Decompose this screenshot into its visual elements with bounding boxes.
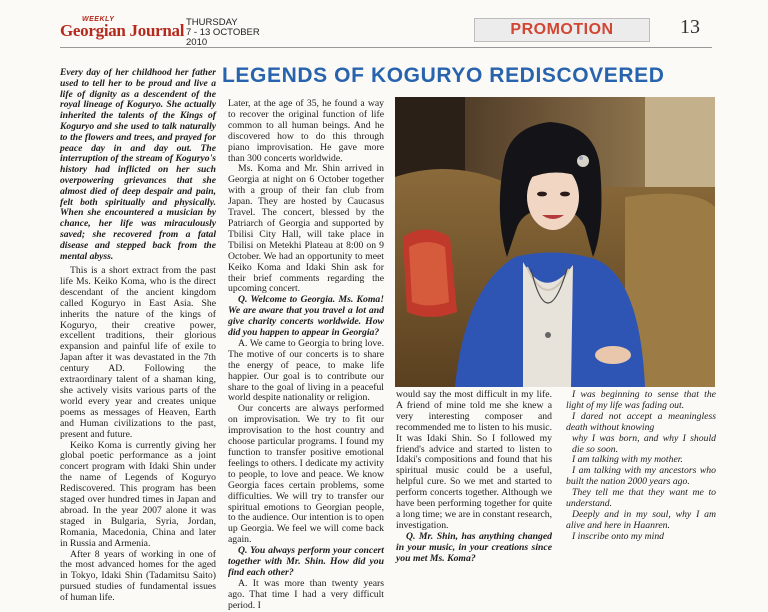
interview-answer: would say the most difficult in my life. A friend of mine told me she knew a very interesting composer and recommended me to listen to his music. It was Idaki Shin. So I followed my friend's advice and started to listen to Idaki's compositions and found that his spiritual music could be a useful, helpful cure. So we met and started to perform concerts together. Although we have been performing together for quite a long time; we are in constant research, investigation. xyxy=(396,389,553,531)
poem-line: I inscribe onto my mind xyxy=(572,530,665,542)
body-paragraph: Keiko Koma is currently giving her global poetic performance as a joint concert program with Idaki Shin under the name of Legends of Koguryo Rediscovered. This program has been staged over hundred times in Japan and abroad. In the year 2007 alone it was staged in Bulgaria, Syria, Jordan, Romania, Macedonia, China and later in Russia and Armenia. xyxy=(60,439,216,549)
article-photo xyxy=(395,97,715,387)
poem-line: I dared not accept a meaningless death without knowing xyxy=(566,410,716,433)
poem-line: I am talking with my ancestors who built the nation 2000 years ago. xyxy=(566,465,716,488)
interview-answer: A. We came to Georgia to bring love. The motive of our concerts is to share the energy of peace, to make life happier. Our goal is to contribute our share to the goal of living in a peaceful world despite nationality or religion. xyxy=(228,337,384,404)
page-number: 13 xyxy=(680,16,700,38)
issue-date xyxy=(186,18,260,48)
logo-name: Georgian Journal xyxy=(60,21,185,40)
text-column-3 xyxy=(396,390,552,565)
text-column-1 xyxy=(60,266,216,604)
poem-line: why I was born, and why I should die so soon. xyxy=(572,432,716,455)
section-banner xyxy=(474,18,650,42)
section-label: PROMOTION xyxy=(510,21,614,38)
poem-column xyxy=(566,390,716,543)
issue-day: THURSDAY xyxy=(186,17,238,28)
logo-weekly: WEEKLY xyxy=(82,16,115,23)
poem-line: Deeply and in my soul, why I am alive and here in Haanren. xyxy=(566,508,716,531)
interview-question: Q. You always perform your concert together with Mr. Shin. How did you find each other? xyxy=(228,545,384,578)
newspaper-logo xyxy=(60,16,185,50)
body-paragraph: This is a short extract from the past life Ms. Keiko Koma, who is the direct descendant of the ancient kingdom called Koguryo in East Asia. She inherits the nature of the kings of Koguryo, their creative power, excellent traditions, their glorious expansion and painful life of exile to Japan after it was devastated in the 7th century AD. Following the extraordinary talent of a shaman king, she actively visits various parts of the world every year and creates unique poems as messages of Heaven, Earth and Human civilizations to the past, present and future. xyxy=(60,265,216,440)
interview-answer: Our concerts are always performed on improvisation. We try to fit our improvisation to the host country and choose particular programs. I found my function to transfer positive emotional feelings to others. I dedicate my activity to people, to love and peace. We know Georgia faces certain problems, some difficulties. We will try to transfer our spiritual emotions to Georgian people, to the audience. Our intention is to open up Georgia. We feel we will come back again. xyxy=(228,403,384,546)
masthead-rule xyxy=(60,47,712,48)
text-column-2 xyxy=(228,99,384,612)
poem-line: I am talking with my mother. xyxy=(572,454,683,466)
article-intro xyxy=(60,68,216,262)
interview-answer: A. It was more than twenty years ago. That time I had a very difficult period. I xyxy=(228,577,384,611)
photo-illustration xyxy=(395,97,715,387)
interview-question: Q. Mr. Shin, has anything changed in your music, in your creations since you met Ms. Koma? xyxy=(396,530,552,564)
poem-line: They tell me that they want me to understand. xyxy=(566,487,716,510)
article-headline: LEGENDS OF KOGURYO REDISCOVERED xyxy=(222,64,665,87)
issue-dates: 7 - 13 OCTOBER xyxy=(186,27,260,38)
issue-year: 2010 xyxy=(186,37,208,48)
body-paragraph: After 8 years of working in one of the most advanced homes for the aged in Tokyo, Idaki Shin (Tadamitsu Saito) pursued studies of fundamental issues of human life. xyxy=(60,548,216,604)
body-paragraph: Ms. Koma and Mr. Shin arrived in Georgia at night on 6 October together with a group of their fan club from Japan. They are hosted by Caucasus Travel. The concert, blessed by the Patriarch of Georgia and supported by Tbilisi City Hall, will take place in Tbilisi on Metekhi Plateau at 8:00 on 9 October. We had an opportunity to meet Keiko Koma and Idaki Shin ask for their brief comments regarding the upcoming concert. xyxy=(228,163,384,295)
body-paragraph: Later, at the age of 35, he found a way to recover the original function of life common to all human beings. And he discovered how to do this through piano improvisation. He gave more than 300 concerts worldwide. xyxy=(228,98,384,164)
interview-question: Q. Welcome to Georgia. Ms. Koma! We are aware that you travel a lot and give charity concerts worldwide. How did you happen to appear in Georgia? xyxy=(228,294,384,339)
poem-line: I was beginning to sense that the light of my life was fading out. xyxy=(566,389,716,411)
intro-paragraph: Every day of her childhood her father used to tell her to be proud and live a life of dignity as a descendent of the royal lineage of Koguryo. She actually inherited the talents of the Kings of Koguryo and she used to talk naturally to the flowers and trees, and prayed for peace day in and day out. The interruption of the stream of Koguryo's history had inflicted on her such overpowering grievances that she almost died of deep despair and pain, felt both spiritually and physically. When she encountered a musician by chance, her life was miraculously saved; she recovered from a fatal disease and stepped back from the mental abyss. xyxy=(60,67,216,262)
